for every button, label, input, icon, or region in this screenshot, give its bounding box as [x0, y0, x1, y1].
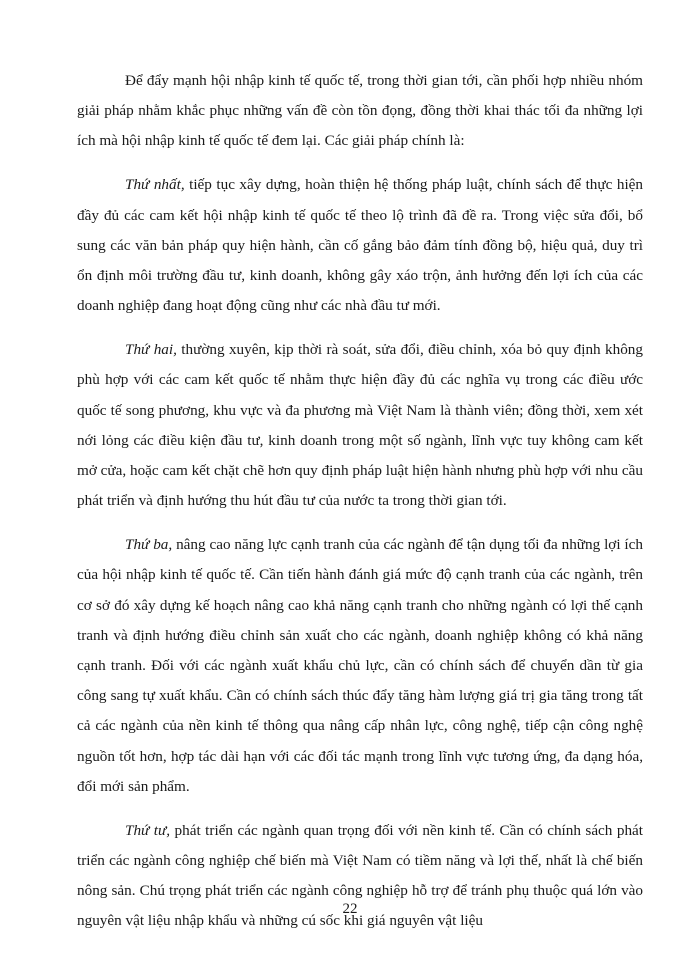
solution-text-2: thường xuyên, kịp thời rà soát, sửa đổi, điều chỉnh, xóa bỏ quy định không phù hợp với các cam kết quốc tế nhằm thực hiện đầy đủ các nghĩa vụ trong các điều ước quốc tế song phương, khu vực và đa phương mà Việt Nam là thành viên; đồng thời, xem xét nới lỏng các điều kiện đầu tư, kinh doanh trong một số ngành, lĩnh vực tuy không cam kết mở cửa, hoặc cam kết chặt chẽ hơn quy định pháp luật hiện hành nhưng phù hợp với nhu cầu phát triển và định hướng thu hút đầu tư của nước ta trong thời gian tới. — [77, 341, 643, 510]
solution-text-1: tiếp tục xây dựng, hoàn thiện hệ thống pháp luật, chính sách để thực hiện đầy đủ các cam kết hội nhập kinh tế quốc tế theo lộ trình đã đề ra. Trong việc sửa đổi, bổ sung các văn bản pháp quy hiện hành, cần cố gắng bảo đảm tính đồng bộ, hiệu quả, duy trì ổn định môi trường đầu tư, kinh doanh, không gây xáo trộn, ảnh hưởng đến lợi ích của các doanh nghiệp đang hoạt động cũng như các nhà đầu tư mới. — [77, 176, 643, 315]
solution-text-4: phát triển các ngành quan trọng đối với nền kinh tế. Cần có chính sách phát triển các ngành công nghiệp chế biến mà Việt Nam có tiềm năng và lợi thế, nhất là chế biến nông sản. Chú trọng phát triển các ngành công nghiệp hỗ trợ để tránh phụ thuộc quá lớn vào nguyên vật liệu nhập khẩu và những cú sốc khi giá nguyên vật liệu — [77, 821, 644, 930]
solution-lead-3: Thứ ba, — [125, 536, 173, 554]
solution-text-3: nâng cao năng lực cạnh tranh của các ngành để tận dụng tối đa những lợi ích của hội nhập kinh tế quốc tế. Cần tiến hành đánh giá mức độ cạnh tranh của các ngành, trên cơ sở đó xây dựng kế hoạch nâng cao khả năng cạnh tranh cho những ngành có lợi thế cạnh tranh và định hướng điều chỉnh sản xuất cho các ngành, doanh nghiệp không có khả năng cạnh tranh. Đối với các ngành xuất khẩu chủ lực, cần có chính sách để chuyển dần từ gia công sang tự xuất khẩu. Cần có chính sách thúc đẩy tăng hàm lượng giá trị gia tăng trong tất cả các ngành của nền kinh tế thông qua nâng cấp nhân lực, công nghệ, tiếp cận công nghệ nguồn tốt hơn, hợp tác dài hạn với các đối tác mạnh trong lĩnh vực tương ứng, đa dạng hóa, đổi mới sản phẩm. — [77, 536, 643, 795]
body-text — [77, 66, 643, 950]
intro-paragraph: Để đẩy mạnh hội nhập kinh tế quốc tế, trong thời gian tới, cần phối hợp nhiều nhóm giải pháp nhằm khắc phục những vấn đề còn tồn đọng, đồng thời khai thác tối đa những lợi ích mà hội nhập kinh tế quốc tế đem lại. Các giải pháp chính là: — [77, 72, 643, 150]
solution-paragraph-3 — [77, 530, 643, 802]
page-number: 22 — [342, 901, 358, 917]
solution-paragraph-4 — [77, 816, 643, 937]
solution-lead-2: Thứ hai, — [125, 341, 177, 359]
solution-paragraph-1 — [77, 170, 643, 321]
solution-paragraph-2 — [77, 335, 643, 516]
solution-lead-4: Thứ tư, — [125, 821, 171, 839]
solution-lead-1: Thứ nhất, — [125, 176, 185, 194]
